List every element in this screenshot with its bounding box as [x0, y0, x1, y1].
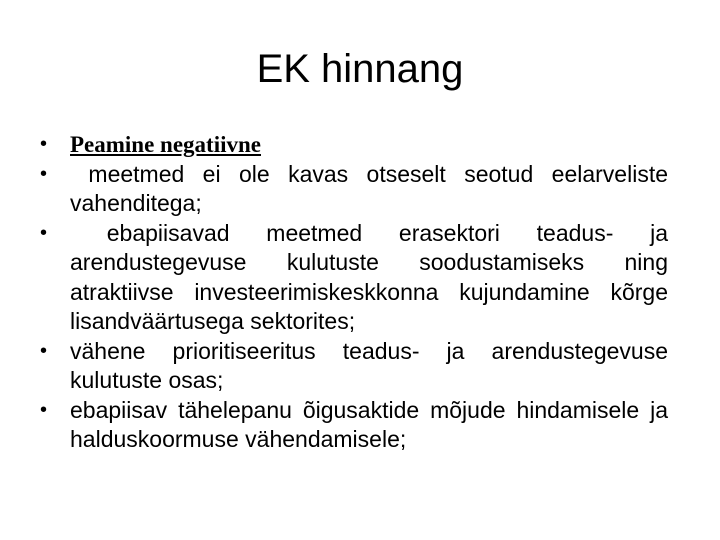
bullet-item: [40, 396, 668, 455]
bullet-dot: •: [40, 162, 48, 185]
bullet-heading: Peamine negatiivne: [70, 132, 261, 157]
bullet-text: ebapiisav tähelepanu õigusaktide mõjude hindamisele ja halduskoormuse vähendamisele;: [70, 396, 668, 452]
bullet-text: vähene prioritiseeritus teadus- ja arendustegevuse kulutuste osas;: [70, 337, 668, 393]
bullet-dot: •: [40, 339, 48, 362]
bullet-list: [40, 130, 668, 455]
bullet-item: [40, 219, 668, 337]
bullet-text: meetmed ei ole kavas otseselt seotud eelarveliste vahenditega;: [70, 160, 668, 216]
bullet-item: [40, 130, 668, 160]
bullet-text: ebapiisavad meetmed erasektori teadus- ja arendustegevuse kulutuste soodustamiseks ning atraktiivse investeerimiskeskkonna kujundamine kõrge lisandväärtusega sektorites;: [70, 219, 669, 334]
bullet-dot: •: [40, 133, 48, 155]
bullet-dot: •: [40, 398, 48, 421]
bullet-dot: •: [40, 221, 48, 244]
bullet-item: [40, 337, 668, 396]
bullet-item: [40, 160, 668, 219]
slide-title: EK hinnang: [256, 47, 464, 91]
